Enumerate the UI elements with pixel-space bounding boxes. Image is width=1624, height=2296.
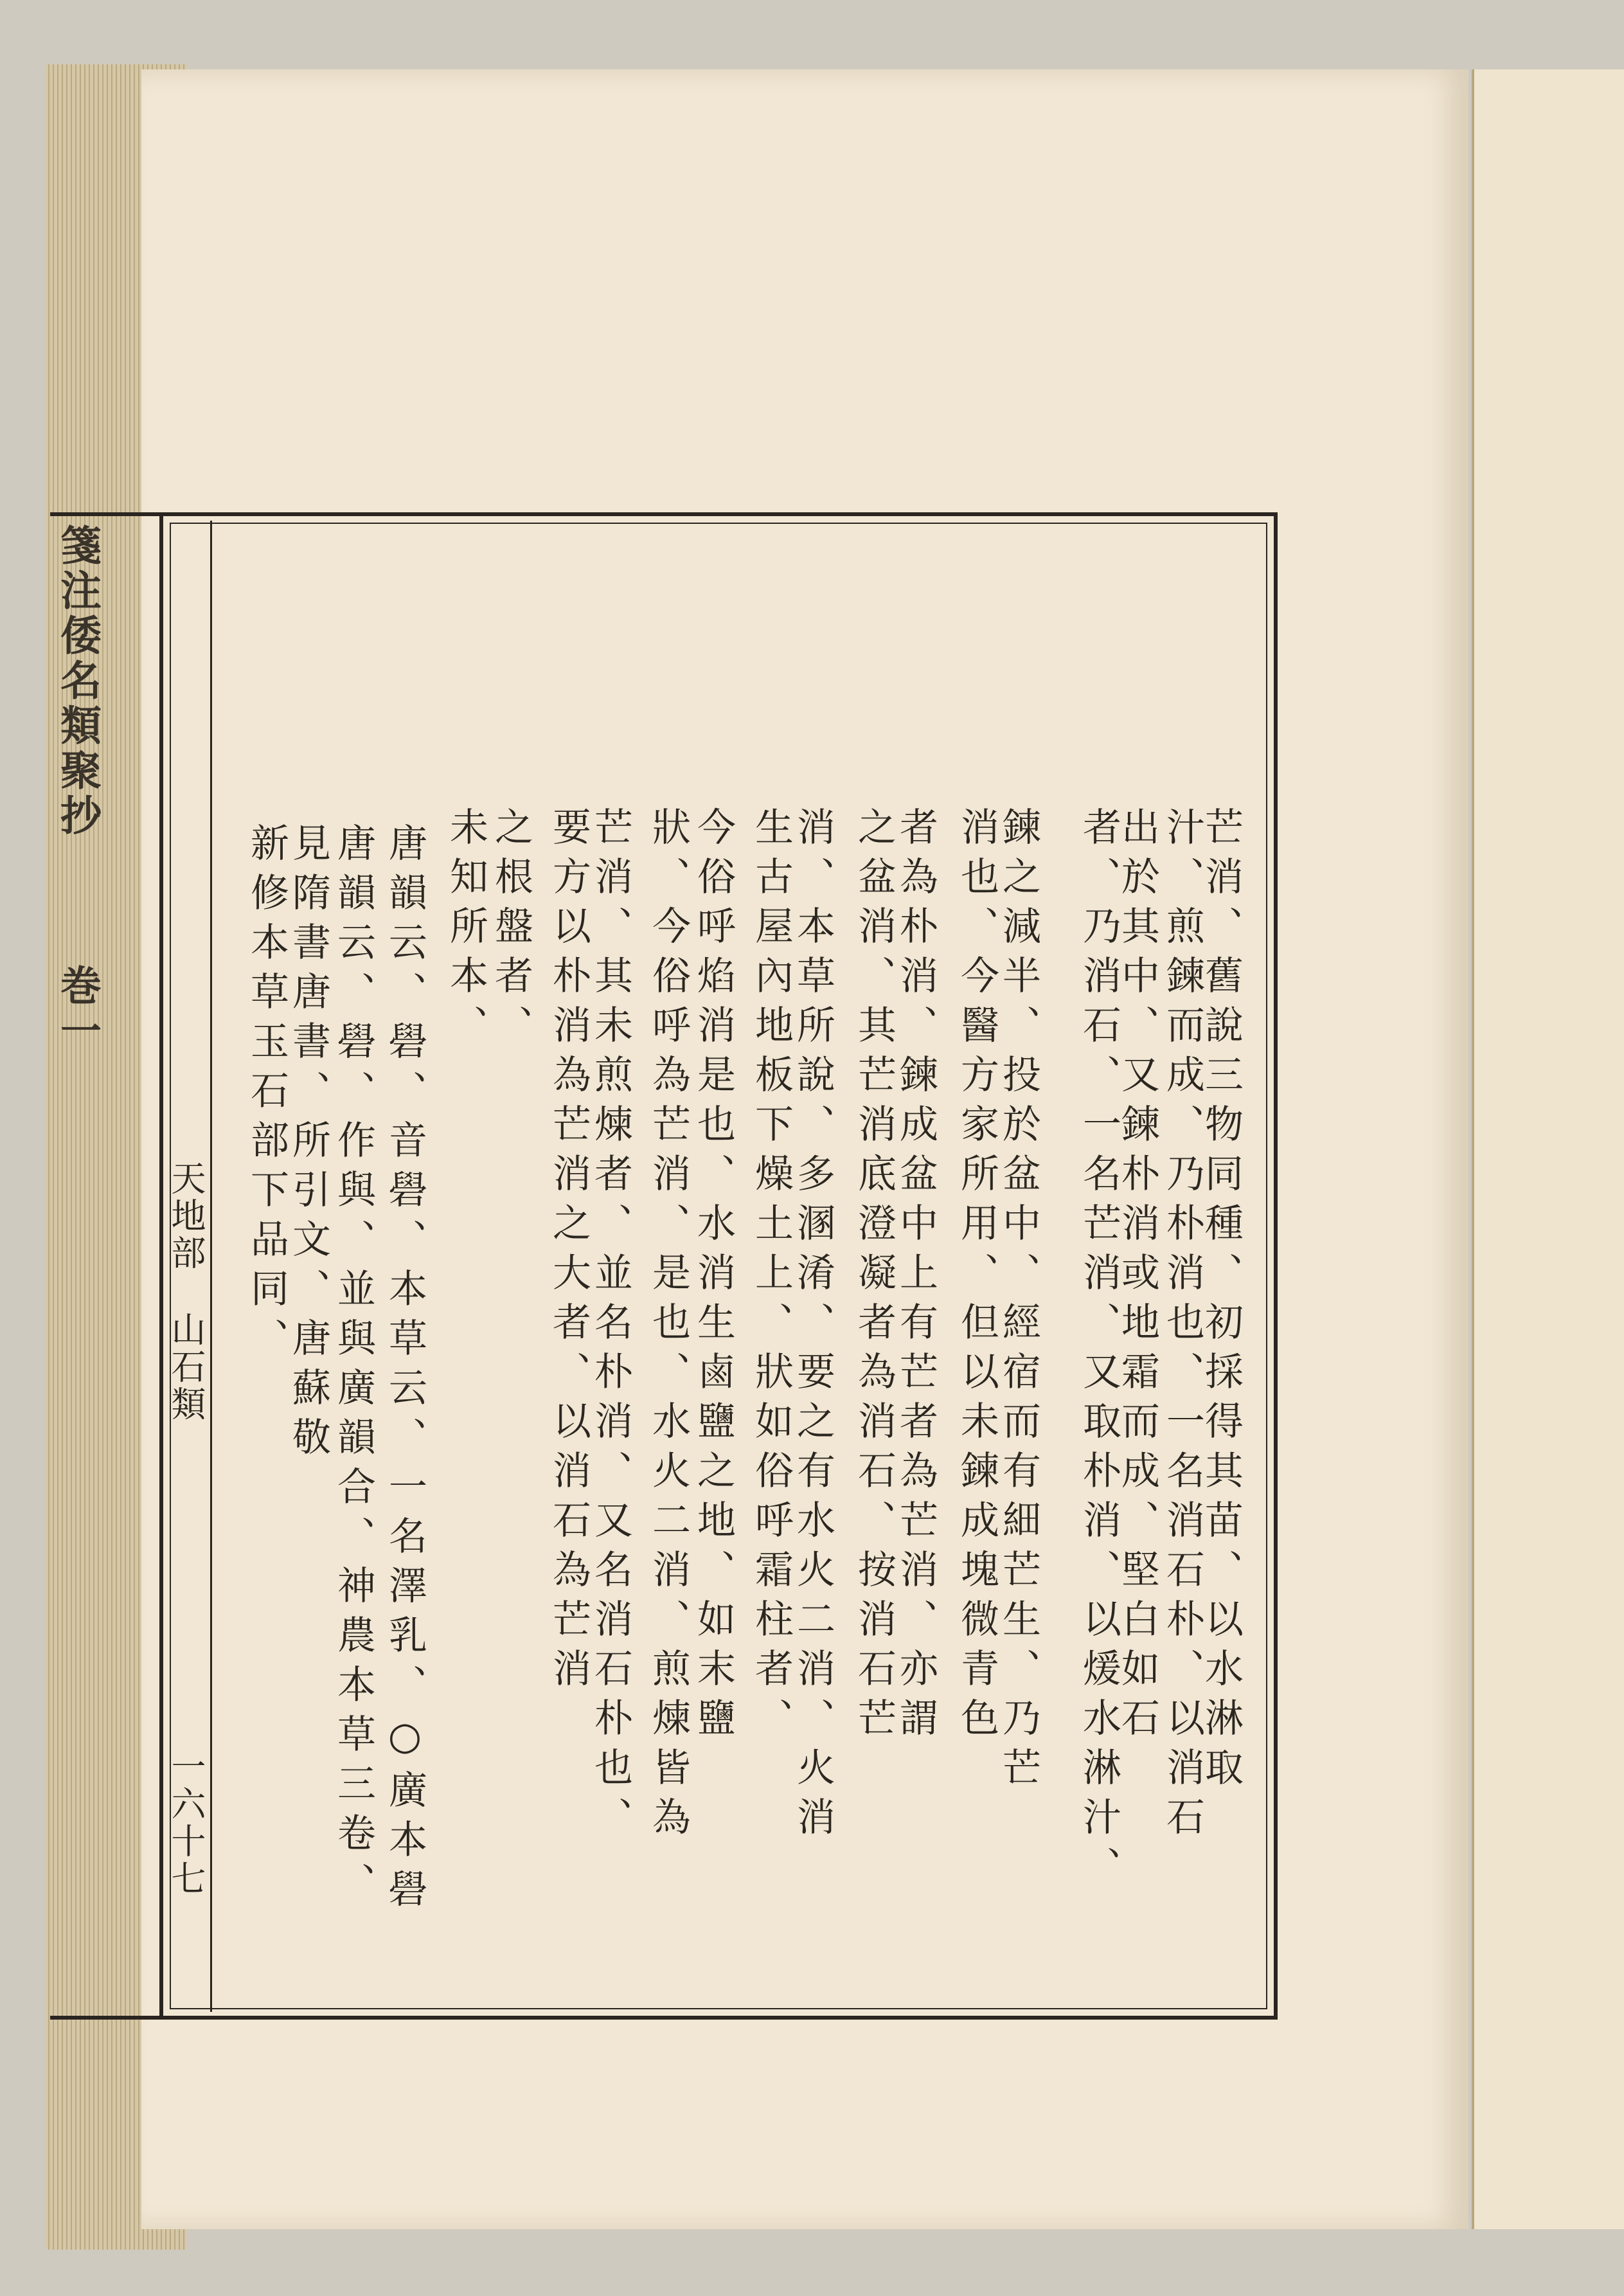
text-column-11: 今俗呼焰消是也、水消生鹵鹽之地、如末鹽 xyxy=(691,807,736,1747)
text-column-5: 鍊之減半、投於盆中、經宿而有細芒生、乃芒 xyxy=(996,807,1041,1797)
text-column-3: 出於其中、又鍊朴消或地霜而成、堅白如石 xyxy=(1115,807,1160,1747)
text-column-8: 之盆消、其芒消底澄凝者為消石、按消石芒 xyxy=(852,807,897,1747)
category-label: 山石類 xyxy=(166,1311,206,1423)
text-column-10: 生古屋內地板下燥土上、狀如俗呼霜柱者、 xyxy=(749,807,794,1747)
text-column-18: 新修本草玉石部下品同、 xyxy=(244,823,289,1367)
facing-page-edge xyxy=(1472,69,1624,2229)
text-column-15: 之根盤者、 xyxy=(488,807,533,1054)
text-column-16: 未知所本、 xyxy=(443,807,488,1054)
text-column-20: 唐韻云、礐、作與、並與廣韻合、神農本草三卷、 xyxy=(331,823,376,1912)
text-column-21: 唐韻云、礐、音礐、本草云、一名澤乳、○廣本礐 xyxy=(382,823,427,1918)
text-column-9: 消、本草所說、多溷淆、要之有水火二消、火消 xyxy=(790,807,835,1846)
text-column-1: 芒消、舊說三物同種、初採得其苗、以水淋取 xyxy=(1199,807,1244,1797)
text-column-4: 者、乃消石、一名芒消、又取朴消、以煖水淋汁、 xyxy=(1076,807,1121,1896)
text-column-7: 者為朴消、鍊成盆中上有芒者為芒消、亦謂 xyxy=(893,807,938,1747)
text-column-13: 芒消、其未煎煉者、並名朴消、又名消石朴也、 xyxy=(588,807,633,1846)
running-title: 箋注倭名類聚抄 xyxy=(53,524,102,839)
text-column-6: 消也、今醫方家所用、但以未鍊成塊微青色 xyxy=(954,807,999,1747)
text-column-14: 要方以朴消為芒消之大者、以消石為芒消 xyxy=(546,807,591,1698)
text-column-12: 狀、今俗呼為芒消、是也、水火二消、煎煉皆為 xyxy=(646,807,691,1846)
section-label: 天地部 xyxy=(166,1160,206,1272)
text-column-19: 見隋書唐書、所引文、唐蘇敬 xyxy=(286,823,331,1466)
volume-label: 巻一 xyxy=(53,964,102,1054)
text-column-2: 汁、煎鍊而成、乃朴消也、一名消石朴、以消石 xyxy=(1160,807,1205,1846)
page-number: 一六十七 xyxy=(166,1748,206,1897)
